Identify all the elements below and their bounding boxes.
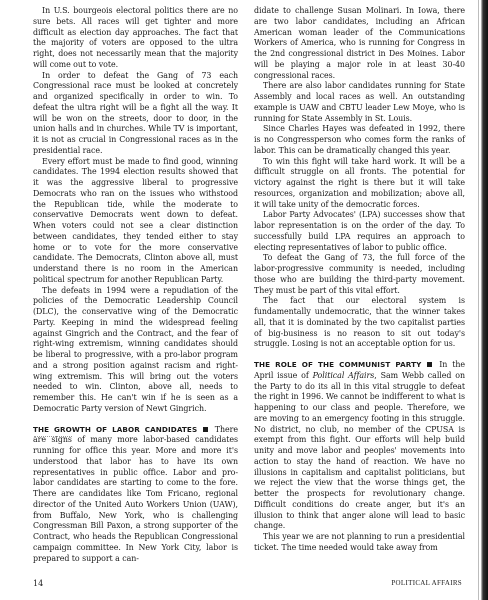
right-paragraph-2: There are also labor candidates running for State Assembly and local races as well. An outstanding example is UAW and CBTU leader Lew Moye, who is running for State Assembly in St. Louis. (254, 81, 465, 123)
left-paragraph-5 (33, 425, 238, 565)
right-paragraph-4: To win this fight will take hard work. It will be a difficult struggle on all fronts. The potential for victory against the right is there but it will take resources, organization and mobilization; above all, it will take unity of the democratic forces. (254, 156, 465, 209)
left-paragraph-4: The defeats in 1994 were a repudiation of the policies of the Democratic Leadership Council (DLC), the conservative wing of the Democratic Party. Keeping in mind the widespread feeling against Gingrich and the Contract, and the fear of right-wing extremism, winning candidates should be liberal to progressive, with a pro-labor program and a strong position against racism and right- wing extremism. This will bring out the voters needed to win. Clinton, above all, needs to remember this. He can't win if he is seen as a Democratic Party version of Newt Gingrich. (33, 285, 238, 413)
scan-edge-shadow (481, 0, 488, 600)
publication-title-italic: Political Affairs (312, 370, 375, 380)
right-paragraph-8-rest: , Sam Webb called on the Party to do its all in this vital struggle to defeat the right in 1996. We cannot be indifferent to what is happening to our class and people. Therefore, we are moving to an emergency footing in this struggle. No district, no club, no member of the CPUSA is exempt from this fight. Our efforts will help build unity and move labor and peoples' movements into action to stay the hand of reaction. We have no illusions in capitalism and capitalist politicians, but we reject the view that the worse things get, the better the prospects for revolutionary change. Difficult conditions do create anger, but it's an illusion to think that anger alone will lead to basic change. (254, 370, 465, 531)
heading-bullet-icon (203, 427, 208, 432)
section-heading-labor-candidates: THE GROWTH OF LABOR CANDIDATES (33, 424, 198, 434)
right-paragraph-7: The fact that our electoral system is fundamentally undemocratic, that the winner takes all, that it is dominated by the two capitalist parties of big-business is no reason to sit out today's struggle. Losing is not an acceptable option for us. (254, 296, 465, 349)
right-paragraph-9: This year we are not planning to run a presidential ticket. The time needed would take away from (254, 532, 465, 552)
left-paragraph-2: In order to defeat the Gang of 73 each Congressional race must be looked at concretely and organized specifically in order to win. To defeat the ultra right will be a fight all the way. It will be won on the streets, door to door, in the union halls and in churches. While TV is important, it is not as crucial in Congressional races as in the presidential race. (33, 70, 238, 155)
right-paragraph-1: didate to challenge Susan Molinari. In Iowa, there are two labor candidates, including an African American woman leader of the Communications Workers of America, who is running for Congress in the 2nd congressional district in Des Moines. Labor will be playing a major role in at least 30-40 congressional races. (254, 6, 465, 80)
left-paragraph-5-text: There are signs of many more labor-based candidates running for office this year. More and more it's understood that labor has to have its own representatives in public office. Labor and pro-labor candidates are starting to come to the fore. There are candidates like Tom Fricano, regional director of the United Auto Workers Union (UAW), from Buffalo, New York, who is challenging Congressman Bill Paxon, a strong supporter of the Contract, who heads the Republican Congressional campaign committee. In New York City, labor is prepared to support a can- (33, 424, 238, 563)
right-paragraph-3: Since Charles Hayes was defeated in 1992, there is no Congressperson who comes form the ranks of labor. This can be dramatically changed this year. (254, 124, 465, 155)
right-paragraph-6: To defeat the Gang of 73, the full force of the labor-progressive community is needed, including those who are building the third-party movement. They must be part of this vital effort. (254, 253, 465, 295)
right-paragraph-8-start: In the April issue of (254, 360, 465, 380)
print-artifact (34, 436, 72, 439)
page-number: 14 (33, 579, 44, 588)
heading-bullet-icon (427, 362, 432, 367)
section-heading-communist-party: THE ROLE OF THE COMMUNIST PARTY (254, 360, 422, 369)
left-paragraph-1: In U.S. bourgeois electoral politics there are no sure bets. All races will get tighter and more difficult as election day approaches. The fact that the majority of voters are opposed to the ultra right, does not necessarily mean that the majority will come out to vote. (33, 6, 238, 69)
scan-edge-line (478, 0, 479, 600)
left-paragraph-3: Every effort must be made to find good, winning candidates. The 1994 election results showed that it was the aggressive liberal to progressive Democrats who ran on the issues who withstood the Republican tide, while the moderate to conservative Democrats went down to defeat. When voters could not see a clear distinction between candidates, they tended either to stay home or to vote for the more conservative candidate. The Democrats, Clinton above all, must understand there is no room in the American political spectrum for another Republican Party. (33, 156, 238, 284)
right-paragraph-5: Labor Party Advocates' (LPA) successes show that labor representation is on the order of the day. To successfully build LPA requires an approach to electing representatives of labor to public office. (254, 210, 465, 252)
right-column (254, 6, 465, 554)
publication-name: POLITICAL AFFAIRS (391, 579, 462, 587)
right-paragraph-8 (254, 360, 465, 532)
left-column (33, 6, 238, 564)
